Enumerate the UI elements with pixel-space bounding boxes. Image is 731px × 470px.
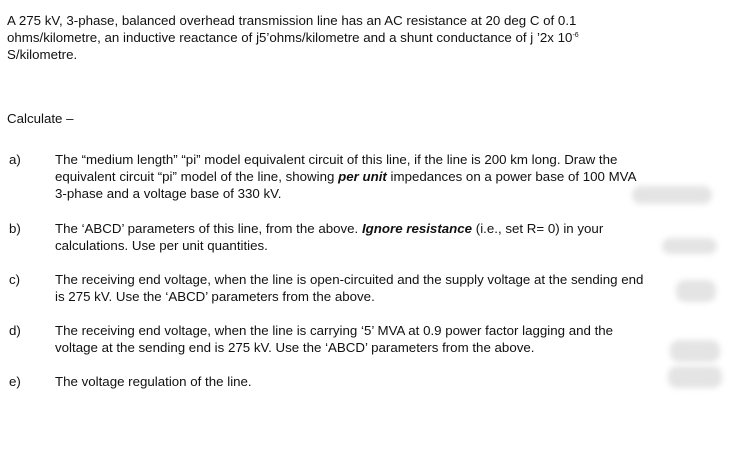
watermark-smudge xyxy=(676,280,716,302)
question-b-line-1-tail: (i.e., set R= 0) in your xyxy=(472,221,604,236)
question-text xyxy=(55,322,715,356)
question-text xyxy=(55,220,715,254)
watermark-smudge xyxy=(670,340,720,362)
emphasis-ignore-resistance: Ignore resistance xyxy=(361,221,473,236)
question-text xyxy=(55,271,715,305)
watermark-smudge xyxy=(662,238,717,254)
problem-line-3: S/kilometre. xyxy=(7,47,78,62)
exponent: -6 xyxy=(572,32,579,39)
question-c-line-1: The receiving end voltage, when the line is open-circuited and the supply voltage at the sending end xyxy=(55,272,644,287)
question-a-line-1: The “medium length” “pi” model equivalent circuit of this line, if the line is 200 km long. Draw the xyxy=(55,152,618,167)
watermark-smudge xyxy=(668,366,722,388)
question-a-line-2-text: equivalent circuit “pi” model of the line, showing xyxy=(55,169,339,184)
question-text xyxy=(55,373,715,390)
question-b-line-1 xyxy=(55,220,715,237)
question-c-line-2: is 275 kV. Use the ‘ABCD’ parameters from the above. xyxy=(55,289,375,304)
question-label: e) xyxy=(9,374,21,389)
question-a-line-2 xyxy=(55,168,715,185)
question-text xyxy=(55,151,715,202)
emphasis-per-unit: per unit xyxy=(338,169,387,184)
question-a-line-3: 3-phase and a voltage base of 330 kV. xyxy=(55,186,282,201)
question-label: b) xyxy=(9,221,21,236)
problem-statement xyxy=(7,12,697,63)
question-a-line-2-tail: impedances on a power base of 100 MVA xyxy=(386,169,637,184)
question-d-line-2: voltage at the sending end is 275 kV. Use the ‘ABCD’ parameters from the above. xyxy=(55,340,535,355)
question-d-line-1: The receiving end voltage, when the line is carrying ‘5’ MVA at 0.9 power factor lagging and the xyxy=(55,323,614,338)
problem-line-1: A 275 kV, 3-phase, balanced overhead transmission line has an AC resistance at 20 deg C of 0.1 xyxy=(7,13,577,28)
question-e-line-1: The voltage regulation of the line. xyxy=(55,374,252,389)
watermark-smudge xyxy=(632,186,712,204)
question-label: a) xyxy=(9,152,21,167)
problem-line-2 xyxy=(7,29,697,46)
calculate-heading: Calculate – xyxy=(7,111,74,126)
question-b-line-2: calculations. Use per unit quantities. xyxy=(55,238,268,253)
question-b-line-1-text: The ‘ABCD’ parameters of this line, from the above. xyxy=(55,221,362,236)
problem-line-2-text: ohms/kilometre, an inductive reactance of j5’ohms/kilometre and a shunt conductance of j ’2x 10 xyxy=(7,30,573,45)
question-label: c) xyxy=(9,272,21,287)
question-label: d) xyxy=(9,323,21,338)
